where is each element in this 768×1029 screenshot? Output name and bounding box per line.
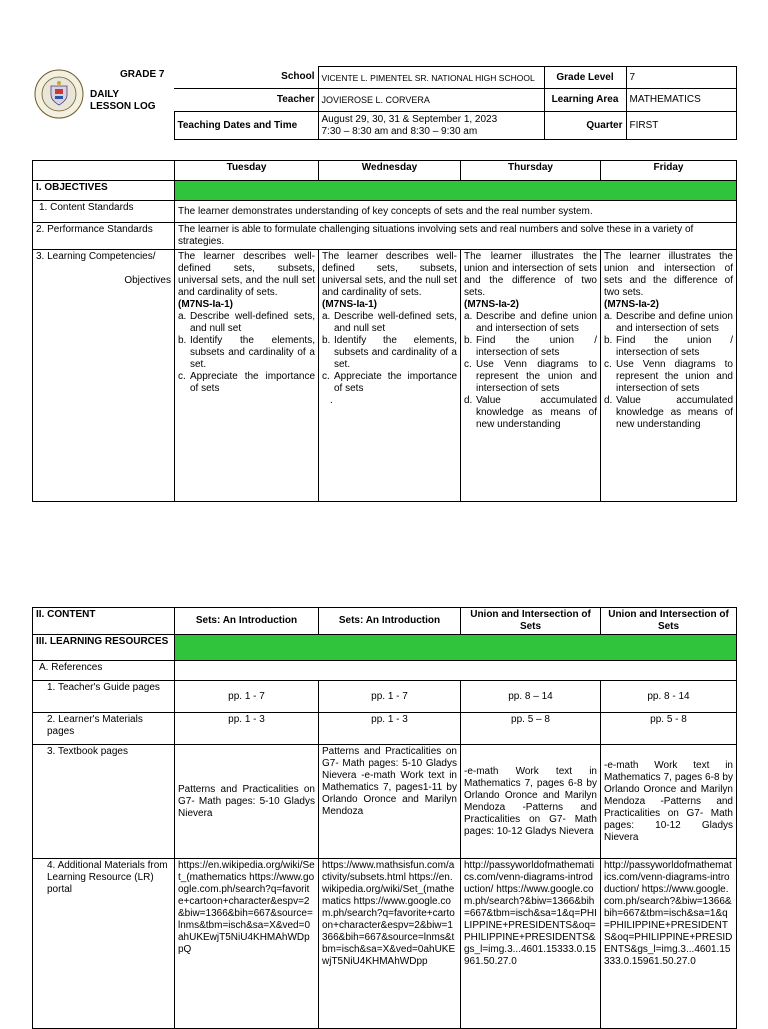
content-standards-label: 1. Content Standards	[33, 201, 175, 223]
quarter-label: Quarter	[544, 112, 626, 140]
day-header-friday: Friday	[601, 161, 737, 181]
competency-item	[464, 359, 597, 395]
competency-item-text: Appreciate the importance of sets	[334, 371, 457, 394]
dates-line-1: August 29, 30, 31 & September 1, 2023	[321, 113, 498, 125]
competency-item-text: Describe well-defined sets, and null set	[190, 311, 315, 334]
competency-intro: The learner describes well-defined sets, subsets, universal sets, and the null set and cardinality of sets.	[178, 251, 315, 298]
textbook-wednesday: Patterns and Practicalities on G7- Math pages: 5-10 Gladys Nievera -e-math Work text in Mathematics 7, pages1-11 by Orlando Oronce and Marilyn Mendoza	[319, 745, 461, 859]
tg-pages-friday: pp. 8 - 14	[601, 681, 737, 713]
school-label: School	[174, 67, 318, 89]
deped-seal-icon	[34, 69, 84, 119]
competency-item-marker: c.	[322, 371, 330, 382]
competency-item-text: Find the union / intersection of sets	[616, 335, 733, 358]
tg-pages-wednesday: pp. 1 - 7	[319, 681, 461, 713]
competency-item-marker: b.	[604, 335, 613, 346]
grade-title: GRADE 7	[120, 68, 165, 80]
competency-item	[178, 371, 315, 395]
competency-item	[464, 395, 597, 431]
day-header-row	[33, 161, 737, 181]
competency-item	[604, 335, 733, 359]
competency-item-marker: b.	[178, 335, 187, 346]
teacher-label: Teacher	[174, 89, 318, 112]
competency-cell-wednesday	[319, 250, 461, 502]
competency-extra: .	[330, 395, 333, 406]
competency-item-marker: c.	[604, 359, 612, 370]
competency-cell-tuesday	[175, 250, 319, 502]
competency-item	[464, 335, 597, 359]
competency-code: (M7NS-Ia-2)	[604, 299, 660, 310]
lm-pages-wednesday: pp. 1 - 3	[319, 713, 461, 745]
quarter-value: FIRST	[626, 112, 736, 140]
textbook-tuesday: Patterns and Practicalities on G7- Math pages: 5-10 Gladys Nievera	[175, 745, 319, 859]
performance-standards-label: 2. Performance Standards	[33, 223, 175, 250]
day-header-wednesday: Wednesday	[319, 161, 461, 181]
competency-list	[322, 311, 457, 395]
competency-item-text: Value accumulated knowledge as means of new understanding	[476, 395, 597, 430]
competency-cell-thursday	[461, 250, 601, 502]
daily-title: DAILY	[90, 88, 120, 100]
school-value: VICENTE L. PIMENTEL SR. NATIONAL HIGH SCHOOL	[318, 67, 544, 89]
learning-area-value: MATHEMATICS	[626, 89, 736, 112]
competency-item-text: Describe well-defined sets, and null set	[334, 311, 457, 334]
competency-code: (M7NS-Ia-1)	[322, 299, 378, 310]
content-resources-table	[32, 607, 737, 1029]
dates-line-2: 7:30 – 8:30 am and 8:30 – 9:30 am	[321, 125, 478, 137]
competency-intro: The learner describes well-defined sets, subsets, universal sets, and the null set and cardinality of sets.	[322, 251, 457, 298]
lm-pages-friday: pp. 5 - 8	[601, 713, 737, 745]
additional-materials-label: 4. Additional Materials from Learning Resource (LR) portal	[33, 859, 175, 1029]
day-header-tuesday: Tuesday	[175, 161, 319, 181]
competency-item-text: Find the union / intersection of sets	[476, 335, 597, 358]
competency-code: (M7NS-Ia-1)	[178, 299, 234, 310]
competency-item	[464, 311, 597, 335]
content-topic-friday: Union and Intersection of Sets	[601, 608, 737, 635]
competency-item	[604, 311, 733, 335]
competencies-label-line-1: 3. Learning Competencies/	[36, 251, 156, 262]
competency-item	[322, 371, 457, 395]
competency-item-marker: a.	[604, 311, 613, 322]
textbook-label: 3. Textbook pages	[33, 745, 175, 859]
grade-level-label: Grade Level	[544, 67, 626, 89]
competency-item-marker: a.	[322, 311, 331, 322]
content-topic-thursday: Union and Intersection of Sets	[461, 608, 601, 635]
competency-item-text: Describe and define union and intersection of sets	[476, 311, 597, 334]
competency-intro: The learner illustrates the union and intersection of sets and the difference of two sets.	[604, 251, 733, 298]
competency-item-marker: d.	[464, 395, 473, 406]
competency-item	[604, 395, 733, 431]
additional-tuesday: https://en.wikipedia.org/wiki/Set_(mathematics https://www.google.com.ph/search?q=favorite+cartoon+character&espv=2&biw=1366&bih=667&source=lnms&tbm=isch&sa=X&ved=0ahUKEwjT5NiU4KHMAhWDppQ	[175, 859, 319, 1029]
competency-item	[322, 335, 457, 371]
competency-item	[322, 311, 457, 335]
logo-cell	[32, 67, 174, 140]
teacher-value: JOVIEROSE L. CORVERA	[318, 89, 544, 112]
competency-item	[604, 359, 733, 395]
competency-cell-friday	[601, 250, 737, 502]
competency-item-marker: b.	[464, 335, 473, 346]
competency-item-text: Value accumulated knowledge as means of new understanding	[616, 395, 733, 430]
competency-intro: The learner illustrates the union and intersection of sets and the difference of two sets.	[464, 251, 597, 298]
textbook-thursday: -e-math Work text in Mathematics 7, pages 6-8 by Orlando Oronce and Marilyn Mendoza -Patterns and Practicalities on G7- Math pages: 10-12 Gladys Nievera	[461, 745, 601, 859]
competency-item	[178, 311, 315, 335]
competency-item-marker: c.	[178, 371, 186, 382]
competencies-row	[33, 250, 737, 502]
teachers-guide-label: 1. Teacher's Guide pages	[33, 681, 175, 713]
learning-area-label: Learning Area	[544, 89, 626, 112]
resources-heading: III. LEARNING RESOURCES	[33, 635, 175, 661]
tg-pages-thursday: pp. 8 – 14	[461, 681, 601, 713]
competency-item-marker: a.	[464, 311, 473, 322]
learners-materials-label: 2. Learner's Materials pages	[33, 713, 175, 745]
competency-item-marker: c.	[464, 359, 472, 370]
competency-item-text: Use Venn diagrams to represent the union and intersection of sets	[616, 359, 733, 394]
resources-green-band	[175, 635, 737, 661]
objectives-green-band	[175, 181, 737, 201]
content-heading: II. CONTENT	[33, 608, 175, 635]
lm-pages-thursday: pp. 5 – 8	[461, 713, 601, 745]
competency-item-marker: a.	[178, 311, 187, 322]
content-topic-wednesday: Sets: An Introduction	[319, 608, 461, 635]
content-topic-tuesday: Sets: An Introduction	[175, 608, 319, 635]
additional-wednesday: https://www.mathsisfun.com/activity/subsets.html https://en.wikipedia.org/wiki/Set_(mathematics https://www.google.com.ph/search?q=favorite+cartoon+character&espv=2&biw=1366&bih=667&source=lnms&tbm=isch&sa=X&ved=0ahUKEwjT5NiU4KHMAhWDpp	[319, 859, 461, 1029]
lm-pages-tuesday: pp. 1 - 3	[175, 713, 319, 745]
competency-item-text: Appreciate the importance of sets	[190, 371, 315, 394]
performance-standards-value: The learner is able to formulate challenging situations involving sets and real numbers and solve these in a variety of strategies.	[175, 223, 737, 250]
competency-item-marker: d.	[604, 395, 613, 406]
additional-thursday: http://passyworldofmathematics.com/venn-diagrams-introduction/ https://www.google.com.ph/search?&biw=1366&bih=667&tbm=isch&sa=1&q=PHILIPPINE+PRESIDENTS&oq=PHILIPPINE+PRESIDENTS&gs_l=img.3...4601.15333.0.15961.50.27.0	[461, 859, 601, 1029]
competency-item-text: Identify the elements, subsets and cardinality of a set.	[334, 335, 457, 370]
references-blank	[175, 661, 737, 681]
objectives-table	[32, 160, 737, 502]
grade-level-value: 7	[626, 67, 736, 89]
header-table	[32, 66, 737, 140]
day-header-thursday: Thursday	[461, 161, 601, 181]
dates-value	[318, 112, 544, 140]
lesson-log-title: LESSON LOG	[90, 100, 156, 112]
competency-item-text: Identify the elements, subsets and cardinality of a set.	[190, 335, 315, 370]
competency-list	[464, 311, 597, 431]
competency-item-text: Describe and define union and intersection of sets	[616, 311, 733, 334]
competencies-label	[33, 250, 175, 502]
dates-label: Teaching Dates and Time	[174, 112, 318, 140]
competency-list	[604, 311, 733, 431]
competency-code: (M7NS-Ia-2)	[464, 299, 520, 310]
references-label: A. References	[33, 661, 175, 681]
additional-friday: http://passyworldofmathematics.com/venn-diagrams-introduction/ https://www.google.com.ph/search?&biw=1366&bih=667&tbm=isch&sa=1&q=PHILIPPINE+PRESIDENTS&oq=PHILIPPINE+PRESIDENTS&gs_l=img.3...4601.15333.0.15961.50.27.0	[601, 859, 737, 1029]
competency-item-marker: b.	[322, 335, 331, 346]
objectives-heading: I. OBJECTIVES	[33, 181, 175, 201]
competencies-label-line-2: Objectives	[124, 275, 171, 286]
competency-item	[178, 335, 315, 371]
tg-pages-tuesday: pp. 1 - 7	[175, 681, 319, 713]
competency-list	[178, 311, 315, 395]
competency-item-text: Use Venn diagrams to represent the union and intersection of sets	[476, 359, 597, 394]
textbook-friday: -e-math Work text in Mathematics 7, pages 6-8 by Orlando Oronce and Marilyn Mendoza -Patterns and Practicalities on G7- Math pages: 10-12 Gladys Nievera	[601, 745, 737, 859]
content-standards-value: The learner demonstrates understanding of key concepts of sets and the real number system.	[175, 201, 737, 223]
